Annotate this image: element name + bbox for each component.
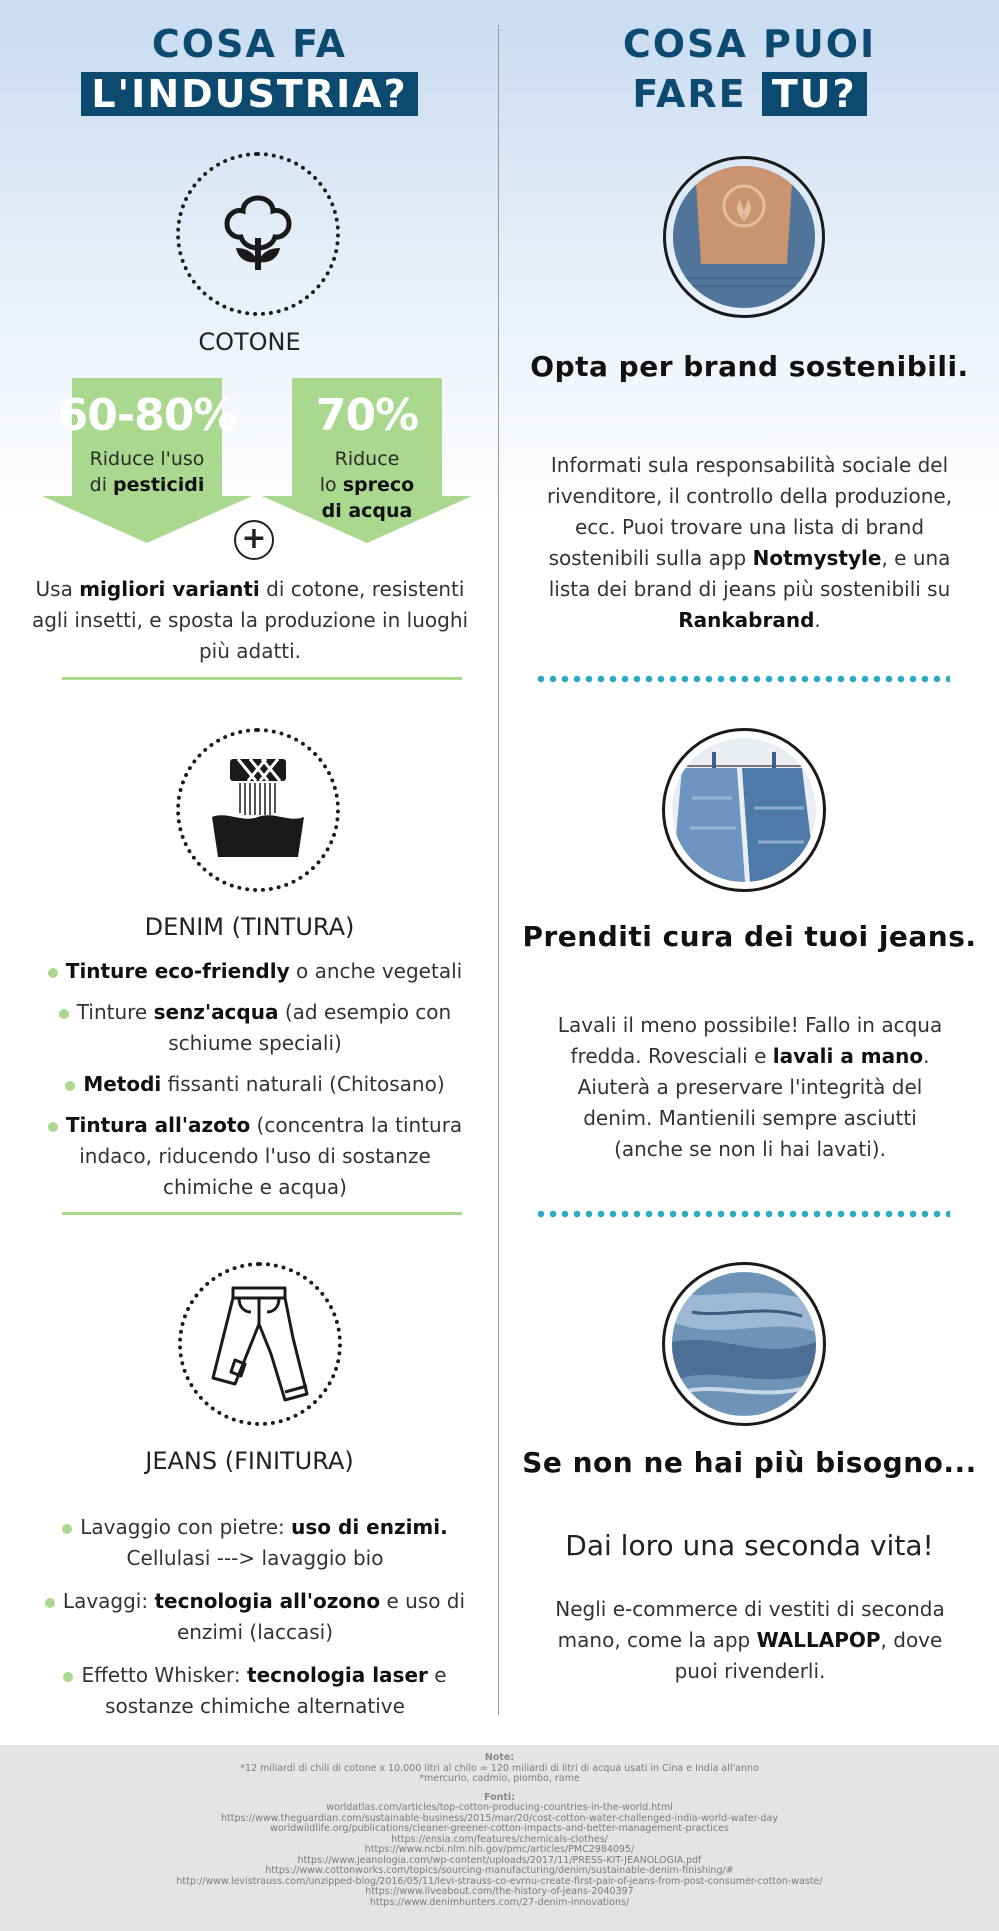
stat-water-text: Riduce lo spreco di acqua (319, 448, 415, 522)
jeans-hanging-image (662, 728, 826, 892)
list-item: Lavaggi: tecnologia all'ozono e uso di enzimi (laccasi) (40, 1586, 470, 1648)
stat-water-value: 70% (315, 390, 419, 441)
list-item: Tinture senz'acqua (ad esempio con schiume speciali) (40, 997, 470, 1059)
plus-icon: + (234, 520, 274, 560)
list-item: Effetto Whisker: tecnologia laser e sostanze chimiche alternative (40, 1660, 470, 1722)
teal-dotted-divider-1 (535, 675, 950, 683)
source-link[interactable]: http://www.levistrauss.com/unzipped-blog/2016/05/11/levi-strauss-co-evrnu-create-first-pair-of-jeans-from-post-consumer-cotton-waste/ (176, 1875, 823, 1887)
green-divider-2 (62, 1212, 462, 1215)
list-item: Tinture eco-friendly o anche vegetali (40, 956, 470, 987)
second-life-paragraph: Negli e-commerce di vestiti di seconda mano, come la app WALLAPOP, dove puoi rivenderli. (555, 1597, 945, 1683)
care-title: Prenditi cura dei tuoi jeans. (522, 920, 977, 953)
sources-label: Fonti: (484, 1791, 515, 1803)
second-life-subtitle: Dai loro una seconda vita! (565, 1529, 934, 1562)
brand-label-image (663, 156, 825, 318)
cotton-circle (176, 152, 340, 316)
cotton-paragraph: Usa migliori varianti di cotone, resistenti agli insetti, e sposta la produzione in luoghi più adatti. (31, 577, 469, 663)
stat-pesticides-value: 60-80% (57, 390, 237, 441)
cotton-title: COTONE (198, 328, 301, 356)
teal-dotted-divider-2 (535, 1210, 950, 1218)
note-item: *12 miliardi di chili di cotone x 10.000 litri al chilo = 120 miliardi di litri di acqua usati in Cina e India all'anno (240, 1762, 759, 1774)
source-link[interactable]: https://ensia.com/features/chemicals-clothes/ (391, 1833, 608, 1845)
source-link[interactable]: https://www.liveabout.com/the-history-of-jeans-2040397 (365, 1886, 634, 1897)
source-link[interactable]: https://www.jeanologia.com/wp-content/uploads/2017/11/PRESS-KIT-JEANOLOGIA.pdf (297, 1854, 702, 1866)
jeans-list (40, 1512, 470, 1732)
second-life-title: Se non ne hai più bisogno... (522, 1446, 977, 1479)
jeans-icon (205, 1284, 315, 1404)
denim-list (40, 956, 470, 1213)
jeans-circle (178, 1262, 342, 1426)
left-heading-line2: L'INDUSTRIA? (81, 72, 417, 116)
source-link[interactable]: https://www.theguardian.com/sustainable-business/2015/mar/20/cost-cotton-water-challenged-india-world-water-day (221, 1812, 778, 1824)
source-link[interactable]: https://www.denimhunters.com/27-denim-innovations/ (369, 1896, 630, 1908)
source-link[interactable]: worldwildlife.org/publications/cleaner-greener-cotton-impacts-and-better-management-practices (270, 1823, 729, 1834)
stat-arrow-pesticides (42, 378, 252, 543)
stat-arrow-water (262, 378, 472, 543)
cotton-plant-icon (216, 192, 300, 276)
source-link[interactable]: https://www.cottonworks.com/topics/sourcing-manufacturing/denim/sustainable-denim-finishing/# (265, 1865, 734, 1876)
left-heading-line1: COSA FA (151, 22, 348, 66)
notes-label: Note: (484, 1752, 515, 1763)
stat-pesticides-text: Riduce l'uso di pesticidi (89, 448, 205, 496)
jeans-title: JEANS (FINITURA) (145, 1447, 354, 1475)
right-heading (500, 20, 999, 118)
dye-bath-icon (208, 755, 308, 865)
list-item: Lavaggio con pietre: uso di enzimi. Cellulasi ---> lavaggio bio (40, 1512, 470, 1574)
list-item: Tintura all'azoto (concentra la tintura indaco, riducendo l'uso di sostanze chimiche e acqua) (40, 1110, 470, 1203)
right-heading-line2a: FARE (632, 72, 747, 116)
brand-title: Opta per brand sostenibili. (530, 350, 969, 383)
left-heading (0, 20, 499, 118)
dye-circle (176, 728, 340, 892)
note-item: *mercurio, cadmio, piombo, rame (419, 1773, 580, 1784)
list-item: Metodi fissanti naturali (Chitosano) (40, 1069, 470, 1100)
source-link[interactable]: worldatlas.com/articles/top-cotton-producing-countries-in-the-world.html (326, 1802, 673, 1813)
footer (0, 1745, 999, 1931)
right-heading-line1: COSA PUOI (622, 22, 877, 66)
jeans-pile-image (662, 1262, 826, 1426)
care-paragraph: Lavali il meno possibile! Fallo in acqua fredda. Rovesciali e lavali a mano. Aiuterà a preservare l'integrità del denim. Mantienili sempre asciutti (anche se non li hai lavati). (557, 1013, 943, 1161)
denim-title: DENIM (TINTURA) (144, 913, 355, 941)
brand-paragraph: Informati sula responsabilità sociale del rivenditore, il controllo della produzione, ecc. Puoi trovare una lista di brand sostenibili sulla app Notmystyle, e una lista dei brand di jeans più sostenibili su Rankabrand. (546, 453, 953, 632)
source-link[interactable]: https://www.ncbi.nlm.nih.gov/pmc/articles/PMC2984095/ (364, 1844, 635, 1855)
right-heading-line2b: TU? (762, 72, 867, 116)
green-divider-1 (62, 677, 462, 680)
